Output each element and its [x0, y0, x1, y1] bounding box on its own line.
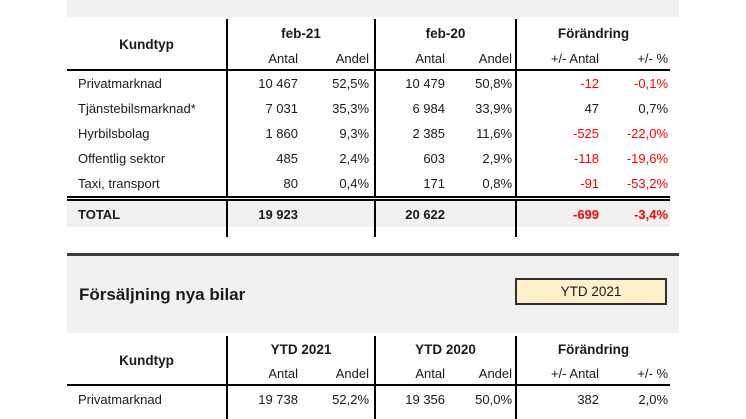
table-row: [67, 146, 670, 171]
antal-cell: 7 031: [227, 96, 305, 121]
table-row: [67, 70, 670, 96]
subcol-header-antal: Antal: [375, 362, 452, 385]
antal-cell: 603: [375, 146, 452, 171]
row-label: Privatmarknad: [78, 391, 162, 407]
table2-group-ytd2021: YTD 2021: [227, 336, 375, 362]
antal-cell: 19 356: [375, 385, 452, 412]
change-antal-cell: -118: [516, 146, 603, 171]
column-divider-tick: [515, 227, 517, 237]
andel-cell: 2,4%: [339, 151, 370, 166]
change-pct-cell: -53,2%: [626, 176, 669, 191]
column-divider-tick: [226, 227, 228, 237]
andel-cell: 0,4%: [339, 176, 370, 191]
total-andel-cell: [452, 199, 516, 228]
antal-cell: 19 738: [227, 385, 305, 412]
subcol-header-change-antal: +/- Antal: [516, 362, 603, 385]
clipped-row: [67, 412, 670, 419]
subcol-header-antal: Antal: [227, 47, 305, 70]
subcol-header-andel: Andel: [305, 47, 375, 70]
table1-group-feb20: feb-20: [375, 19, 516, 47]
subcol-header-change-pct: +/- %: [603, 47, 670, 70]
andel-cell: 50,0%: [475, 391, 513, 407]
subcol-header-antal: Antal: [375, 47, 452, 70]
total-antal-cell: 20 622: [375, 199, 452, 228]
change-antal-cell: 382: [516, 385, 603, 412]
table-row: [67, 121, 670, 146]
andel-cell: 52,2%: [332, 391, 370, 407]
column-divider-tick: [374, 227, 376, 237]
total-label: TOTAL: [67, 199, 227, 228]
change-antal-cell: -12: [516, 70, 603, 96]
row-label: Hyrbilsbolag: [78, 126, 150, 141]
row-label: Tjänstebilsmarknad*: [78, 101, 196, 116]
subcol-header-andel: Andel: [452, 47, 516, 70]
section-title: Försäljning nya bilar: [79, 284, 246, 304]
change-pct-cell: -0,1%: [634, 76, 669, 91]
row-label: Taxi, transport: [78, 176, 160, 191]
change-antal-cell: -525: [516, 121, 603, 146]
row-label: Privatmarknad: [78, 76, 162, 91]
change-pct-cell: -22,0%: [626, 126, 669, 141]
table2-corner-header: Kundtyp: [67, 336, 227, 385]
table2-group-ytd2020: YTD 2020: [375, 336, 516, 362]
table1-group-header-row: [67, 19, 670, 47]
table-row: [67, 171, 670, 199]
change-antal-cell: 47: [516, 96, 603, 121]
row-label: Offentlig sektor: [78, 151, 166, 166]
change-pct-cell: 2,0%: [638, 391, 669, 407]
subcol-header-andel: Andel: [305, 362, 375, 385]
ytd-period-badge[interactable]: YTD 2021: [515, 278, 667, 305]
antal-cell: 6 984: [375, 96, 452, 121]
antal-cell: 10 479: [375, 70, 452, 96]
total-change-antal-cell: -699: [516, 199, 603, 228]
table-row: [67, 96, 670, 121]
previous-section-remnant: [67, 0, 679, 17]
andel-cell: 50,8%: [475, 76, 513, 91]
change-pct-cell: -19,6%: [626, 151, 669, 166]
table1-corner-header: Kundtyp: [67, 19, 227, 70]
change-antal-cell: -91: [516, 171, 603, 199]
table2-group-change: Förändring: [516, 336, 670, 362]
antal-cell: 80: [227, 171, 305, 199]
andel-cell: 33,9%: [475, 101, 513, 116]
table1-group-feb21: feb-21: [227, 19, 375, 47]
andel-cell: 52,5%: [332, 76, 370, 91]
subcol-header-antal: Antal: [227, 362, 305, 385]
antal-cell: 485: [227, 146, 305, 171]
andel-cell: 9,3%: [339, 126, 370, 141]
table2-group-header-row: [67, 336, 670, 362]
andel-cell: 2,9%: [482, 151, 513, 166]
antal-cell: 1 860: [227, 121, 305, 146]
change-pct-cell: 0,7%: [638, 101, 669, 116]
antal-cell: 171: [375, 171, 452, 199]
subcol-header-andel: Andel: [452, 362, 516, 385]
subcol-header-change-pct: +/- %: [603, 362, 670, 385]
total-antal-cell: 19 923: [227, 199, 305, 228]
total-change-pct-cell: -3,4%: [603, 199, 670, 228]
table1-group-change: Förändring: [516, 19, 670, 47]
andel-cell: 0,8%: [482, 176, 513, 191]
ytd-sales-table: [67, 336, 670, 419]
andel-cell: 35,3%: [332, 101, 370, 116]
antal-cell: 10 467: [227, 70, 305, 96]
andel-cell: 11,6%: [476, 126, 513, 141]
monthly-sales-table: [67, 19, 670, 227]
antal-cell: 2 385: [375, 121, 452, 146]
total-row: [67, 199, 670, 228]
table-row: [67, 385, 670, 412]
subcol-header-change-antal: +/- Antal: [516, 47, 603, 70]
section-header-panel: [67, 253, 679, 333]
total-andel-cell: [305, 199, 375, 228]
